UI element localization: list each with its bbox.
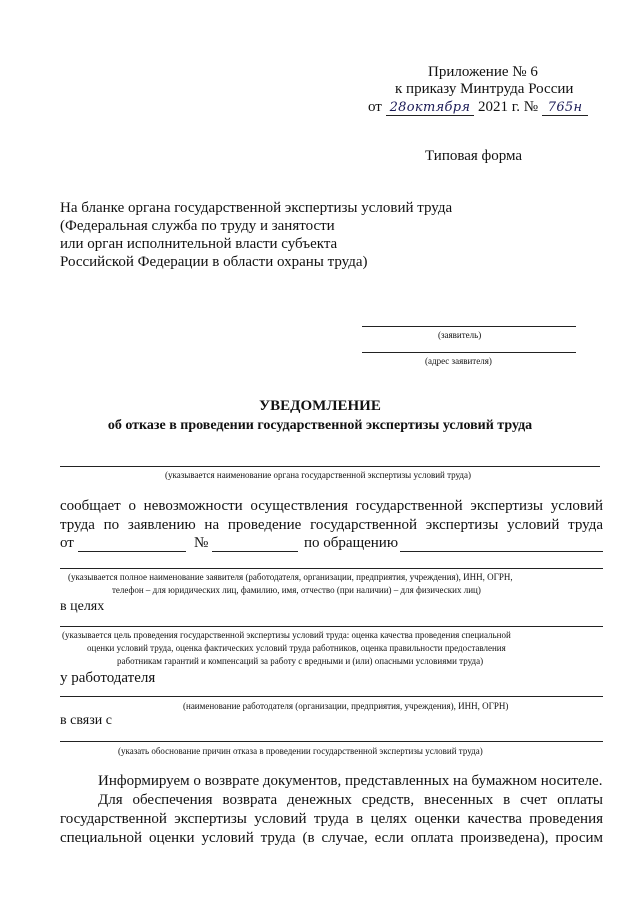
- number-handwritten: 765н: [542, 100, 589, 116]
- closing-p2-line-3: специальной оценки условий труда (в случае, если оплата произведена), просим: [60, 830, 603, 846]
- organ-line: [60, 466, 600, 467]
- address-caption: (адрес заявителя): [425, 356, 492, 366]
- closing-p2-line-2: государственной экспертизы условий труда в целях оценки качества проведения: [60, 811, 603, 827]
- order-date-line: [368, 99, 588, 116]
- request-line: [400, 551, 603, 552]
- blank-line-2: (Федеральная служба по труду и занятости: [60, 218, 335, 234]
- closing-paragraph-1: Информируем о возврате документов, представленных на бумажном носителе.: [98, 773, 603, 789]
- purpose-line: [60, 626, 603, 627]
- organ-caption: (указывается наименование органа государственной экспертизы условий труда): [165, 470, 471, 480]
- by-request-label: по обращению: [304, 535, 399, 551]
- appendix-label: Приложение № 6: [428, 64, 538, 80]
- closing-p2-line-1: Для обеспечения возврата денежных средств, внесенных в счет оплаты: [98, 792, 603, 808]
- address-line: [362, 352, 576, 353]
- from-date-line: [78, 551, 186, 552]
- employer-line: [60, 696, 603, 697]
- blank-line-3: или орган исполнительной власти субъекта: [60, 236, 338, 252]
- reason-label: в связи с: [60, 713, 112, 728]
- form-type-label: Типовая форма: [425, 148, 523, 164]
- number-label: №: [194, 535, 209, 551]
- date-handwritten: 28октября: [386, 100, 475, 116]
- blank-line-1: На бланке органа государственной экспертизы условий труда: [60, 200, 453, 216]
- employer-label: у работодателя: [60, 670, 156, 686]
- from-label: от: [60, 535, 74, 551]
- page-title: УВЕДОМЛЕНИЕ: [259, 398, 381, 414]
- purpose-label: в целях: [60, 599, 105, 614]
- page-subtitle: об отказе в проведении государственной экспертизы условий труда: [107, 418, 533, 433]
- applicant-line: [362, 326, 576, 327]
- employer-caption: (наименование работодателя (организации, предприятия, учреждения), ИНН, ОГРН): [183, 701, 509, 711]
- applicant-full-line: [60, 568, 603, 569]
- blank-line-4: Российской Федерации в области охраны труда): [60, 254, 368, 270]
- number-line: [212, 551, 298, 552]
- applicant-caption: (заявитель): [438, 330, 482, 340]
- date-prefix: от: [368, 99, 382, 115]
- applicant-full-caption-1: (указывается полное наименование заявителя (работодателя, организации, предприятия, учреждения), ИНН, ОГРН,: [68, 572, 513, 582]
- body-line-1: сообщает о невозможности осуществления государственной экспертизы условий: [60, 498, 603, 514]
- purpose-caption-3: работникам гарантий и компенсаций за работу с вредными и (или) опасными условиями труда): [117, 656, 484, 666]
- body-line-2: труда по заявлению на проведение государственной экспертизы условий труда: [60, 517, 603, 533]
- reason-line: [60, 741, 603, 742]
- year-label: 2021 г. №: [478, 99, 539, 115]
- purpose-caption-1: (указывается цель проведения государственной экспертизы условий труда: оценка качества проведения специальной: [62, 630, 511, 640]
- purpose-caption-2: оценки условий труда, оценка фактических условий труда работников, оценка правильности предоставления: [87, 643, 506, 653]
- reason-caption: (указать обоснование причин отказа в проведении государственной экспертизы условий труда): [118, 746, 483, 756]
- order-label: к приказу Минтруда России: [395, 81, 574, 97]
- applicant-full-caption-2: телефон – для юридических лиц, фамилию, имя, отчество (при наличии) – для физических лиц): [112, 585, 481, 595]
